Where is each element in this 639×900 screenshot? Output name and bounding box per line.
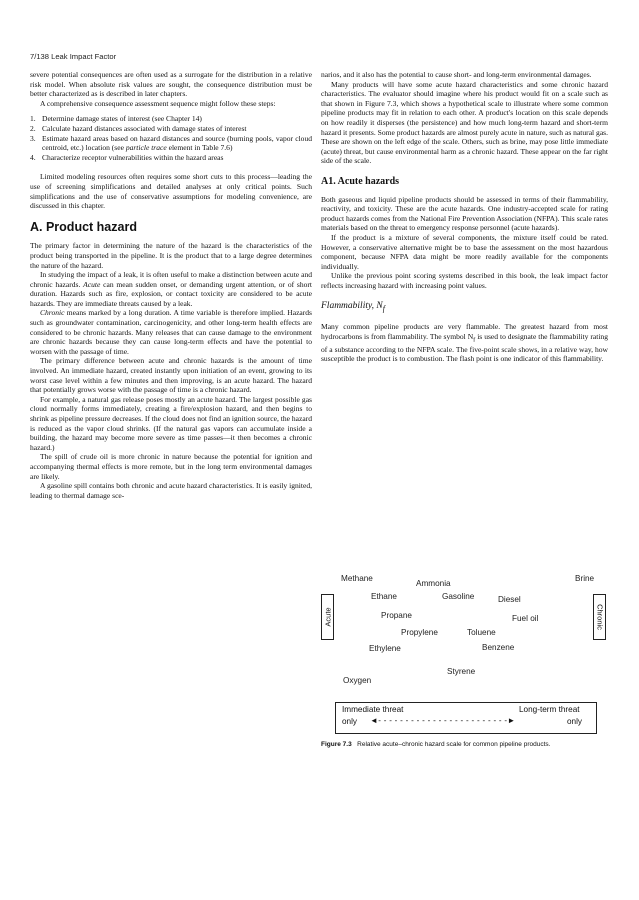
product-label: Diesel xyxy=(498,595,521,604)
immediate-only-label: only xyxy=(342,717,358,726)
right-column xyxy=(321,70,608,364)
left-column xyxy=(30,70,312,500)
flammability-heading: Flammability, $N_f$ xyxy=(321,301,385,314)
product-label: Oxygen xyxy=(343,676,372,685)
paragraph: In studying the impact of a leak, it is often useful to make a distinction between acute and chronic hazards. Acute can mean sudden onset, or demanding urgent attention, or of short duration. Hazards such as fire, explosion, or contact toxicity are considered to be acute hazards. They are immediate threats caused by a leak. xyxy=(30,270,312,308)
paragraph: For example, a natural gas release poses mostly an acute hazard. The largest possible gas cloud normally forms immediately, creating a fire/explosion hazard, and then begins to shrink as pipeline pressure decreases. If the cloud does not find an ignition source, the hazard is reduced as the vapor cloud shrinks. (If the natural gas vapors can accumulate inside a building, the hazard may become more severe as time passes—it then becomes a chronic hazard.) xyxy=(30,394,312,452)
paragraph: Both gaseous and liquid pipeline products should be assessed in terms of their flammability, reactivity, and toxicity. These are the acute hazards. One industry-accepted scale for rating product hazards comes from the National Fire Prevention Association (NFPA). This scale rates materials based on the threat to emergency response personnel (acute hazards). xyxy=(321,194,608,233)
product-label: Gasoline xyxy=(442,592,475,601)
section-heading: A. Product hazard xyxy=(30,219,137,234)
paragraph: The spill of crude oil is more chronic in nature because the potential for ignition and accompanying thermal effects is more remote, but in the long term environmental damages are likely. xyxy=(30,452,312,481)
product-label: Propylene xyxy=(401,628,438,637)
figure-acute-chronic-scale xyxy=(321,570,608,770)
threat-scale-box xyxy=(335,702,597,734)
chronic-box: Chronic xyxy=(593,594,606,640)
figure-caption: Figure 7.3 Relative acute–chronic hazard scale for common pipeline products. xyxy=(321,741,551,748)
product-label: Methane xyxy=(341,574,373,583)
product-label: Styrene xyxy=(447,667,476,676)
product-label: Brine xyxy=(575,574,595,583)
list-item: 4. Characterize receptor vulnerabilities within the hazard areas xyxy=(30,152,224,162)
paragraph: Chronic means marked by a long duration. A time variable is therefore implied. Hazards such as groundwater contamination, carcinogenicity, and other long-term health effects are considered to be chronic hazards. Many releases that can cause damage to the environment are chronic hazards because they can cause long-term effects and have the potential to worsen with the passage of time. xyxy=(30,308,312,356)
longterm-only-label: only xyxy=(567,717,583,726)
product-label: Ammonia xyxy=(416,579,451,588)
list-item: 2. Calculate hazard distances associated with damage states of interest xyxy=(30,123,247,133)
immediate-threat-label: Immediate threat xyxy=(342,705,404,714)
acute-box: Acute xyxy=(321,594,334,640)
paragraph: Many common pipeline products are very flammable. The greatest hazard from most hydrocarbons is from flammability. The symbol $N_f$ is used to designate the flammability rating of a substance according to the NFPA scale. The five-point scale shows, in a relative way, how susceptible the product is to combustion. The flash point is one indicator of this flammability. xyxy=(321,321,608,364)
paragraph: Many products will have some acute hazard characteristics and some chronic hazard characteristics. The evaluator should imagine where his product would fit on a scale such as that shown in Figure 7.3, which shows a hypothetical scale to illustrate where some common pipeline products may fit in relation to each other. A product's location on this scale depends on how readily it disperses (the persistence) and how much long-term hazard and short-term hazard it presents. Some product hazards are almost purely acute in nature, such as natural gas. These are shown on the left edge of the scale. Others, such as brine, may pose little immediate (acute) threat, but cause environmental harm as a chronic hazard. These appear on the far right side of the scale. xyxy=(321,79,608,166)
paragraph: narios, and it also has the potential to cause short- and long-term environmental damages. xyxy=(321,70,592,79)
double-arrow: ◄- - - - - - - - - - - - - - - - - - - - - - - -► xyxy=(370,716,516,725)
paragraph: The primary factor in determining the nature of the hazard is the characteristics of the product being transported in the pipeline. It is the product that to a large degree determines the nature of the hazard. xyxy=(30,241,312,270)
list-item: 1. Determine damage states of interest (see Chapter 14) xyxy=(30,114,202,124)
paragraph: Limited modeling resources often requires some short cuts to this process—leading the use of screening simplifications and detailed analyses at only critical points. Such simplifications and the use of conservative assumptions for modeling convenience, are discussed in this chapter. xyxy=(30,172,312,211)
paragraph: severe potential consequences are often used as a surrogate for the distribution in a relative risk model. When absolute risk values are sought, the consequence distribution must be better characterized as is described in later chapters. xyxy=(30,70,312,99)
steps-list xyxy=(30,114,312,162)
subsection-heading: A1. Acute hazards xyxy=(321,175,400,187)
product-label: Propane xyxy=(381,611,412,620)
product-label: Toluene xyxy=(467,628,496,637)
product-label: Ethane xyxy=(371,592,397,601)
paragraph: If the product is a mixture of several components, the mixture itself could be rated. However, a conservative alternative might be to base the assessment on the most hazardous component, because NFPA data might be more readily available for the components individually. xyxy=(321,232,608,271)
product-label: Ethylene xyxy=(369,644,401,653)
product-label: Fuel oil xyxy=(512,614,539,623)
list-item: 3. Estimate hazard areas based on hazard distances and source (burning pools, vapor cloud centroid, etc.) location (see particle trace element in Table 7.6) xyxy=(30,133,312,153)
longterm-threat-label: Long-term threat xyxy=(519,705,580,714)
paragraph: The primary difference between acute and chronic hazards is the amount of time involved. An immediate hazard, created instantly upon initiation of an event, growing to its worst case level within a few minutes and then improving, is an acute hazard. The hazard that potentially grows worse with the passage of time is a chronic hazard. xyxy=(30,356,312,395)
paragraph: A comprehensive consequence assessment sequence might follow these steps: xyxy=(40,98,276,108)
product-label: Benzene xyxy=(482,643,515,652)
paragraph: Unlike the previous point scoring systems described in this book, the leak impact factor reflects increasing hazard with increasing point values. xyxy=(321,271,608,290)
running-header: 7/138 Leak Impact Factor xyxy=(30,52,117,61)
paragraph: A gasoline spill contains both chronic and acute hazard characteristics. It is easily ignited, leading to thermal damage sce- xyxy=(30,481,312,500)
